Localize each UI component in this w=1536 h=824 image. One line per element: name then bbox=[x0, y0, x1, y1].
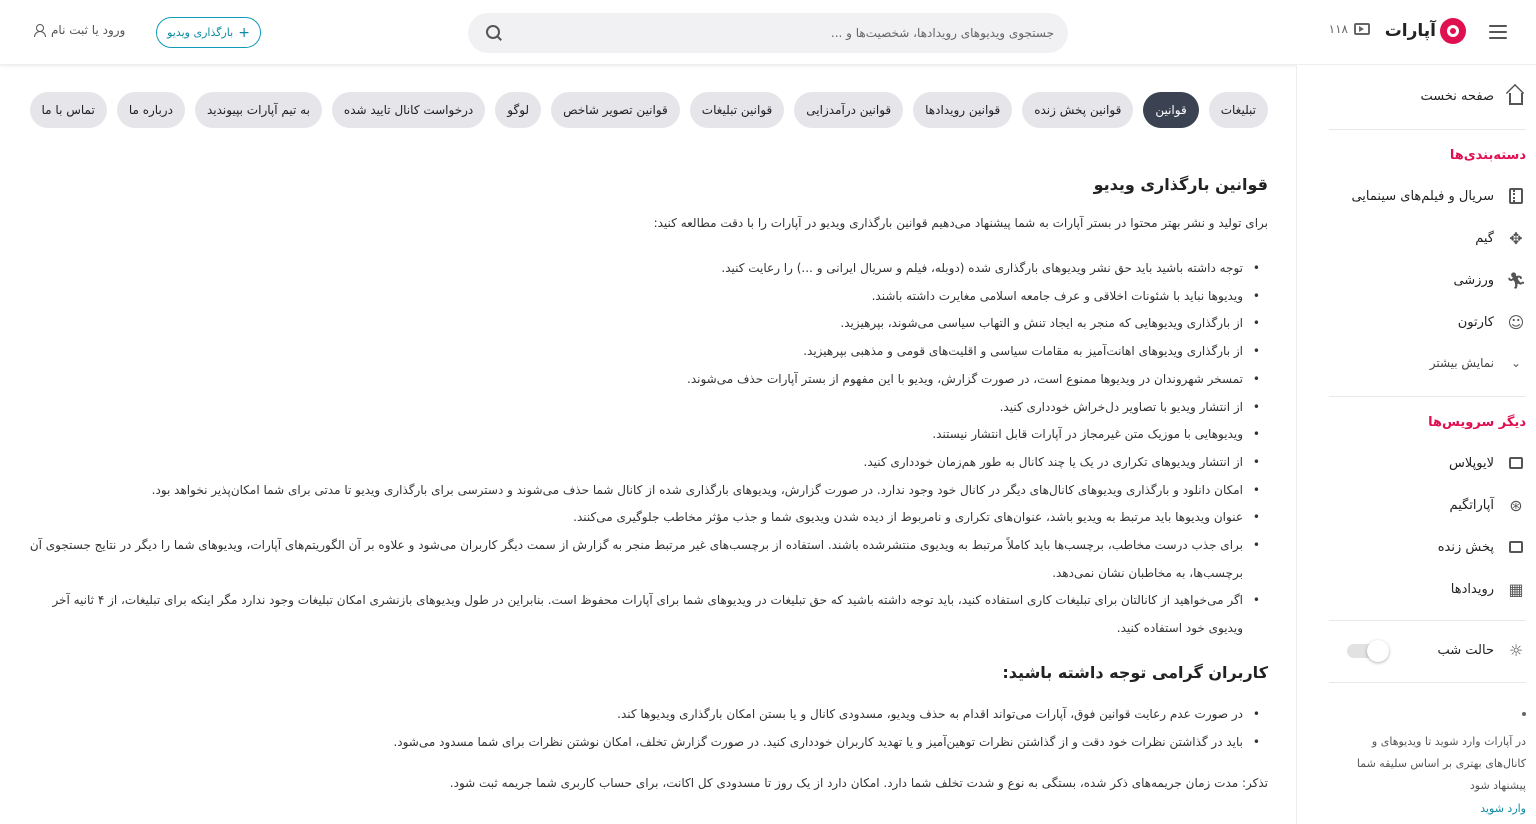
live-plus-icon bbox=[1506, 453, 1526, 473]
rule-item: • ویدیوهایی با موزیک متن غیرمجاز در آپارات قابل انتشار نیستند. bbox=[28, 421, 1268, 449]
login-label: ورود یا ثبت نام bbox=[51, 23, 126, 37]
sidebar-item-cartoon[interactable] bbox=[1297, 307, 1526, 337]
tab-item[interactable]: قوانین تصویر شاخص bbox=[551, 92, 680, 128]
sidebar-item-label: کارتون bbox=[1457, 314, 1494, 330]
sidebar-item-label: لایوپلاس bbox=[1449, 455, 1494, 471]
sidebar-item-series-movies[interactable] bbox=[1297, 181, 1526, 211]
tab-item[interactable]: لوگو bbox=[495, 92, 541, 128]
intro-text: برای تولید و نشر بهتر محتوا در بستر آپارات به شما پیشنهاد می‌دهیم قوانین بارگذاری ویدیو در آپارات را با دقت مطالعه کنید: bbox=[653, 216, 1268, 230]
night-mode-row bbox=[1297, 635, 1526, 665]
sidebar-divider bbox=[1329, 129, 1526, 130]
sidebar-item-live[interactable] bbox=[1297, 532, 1526, 562]
sidebar-item-label: نمایش بیشتر bbox=[1429, 356, 1494, 370]
rule-item: • عنوان ویدیوها باید مرتبط به ویدیو باشد، عنوان‌های تکراری و نامربوط از دیده شدن ویدیوی شما و جذب مؤثر مخاطب جلوگیری می‌کنند. bbox=[28, 504, 1268, 532]
tab-item[interactable]: تبلیغات bbox=[1209, 92, 1268, 128]
rule-item: • از بارگذاری ویدیوهای اهانت‌آمیز به مقامات سیاسی و اقلیت‌های قومی و مذهبی بپرهیزید. bbox=[28, 338, 1268, 366]
rule-item: • توجه داشته باشید باید حق نشر ویدیوهای بارگذاری شده (دوبله، فیلم و سریال ایرانی و ...) را رعایت کنید. bbox=[28, 255, 1268, 283]
hamburger-menu-icon[interactable] bbox=[1486, 20, 1510, 44]
sidebar-item-events[interactable] bbox=[1297, 574, 1526, 604]
remark-text: تذکر: مدت زمان جریمه‌های ذکر شده، بستگی به نوع و شدت تخلف شما دارد. امکان دارد از یک روز تا مسدودی کل اکانت، برای حساب کاربری شما جریمه ثبت شود. bbox=[449, 775, 1268, 790]
rules-list bbox=[28, 255, 1268, 643]
tab-item[interactable]: به تیم آپارات بپیوندید bbox=[195, 92, 322, 128]
sidebar-item-label: سریال و فیلم‌های سینمایی bbox=[1351, 188, 1494, 204]
aparat-game-icon: ⊛ bbox=[1509, 495, 1523, 515]
rule-item: • اگر می‌خواهید از کانالتان برای تبلیغات کاری استفاده کنید، باید توجه داشته باشید که حق تبلیغات در ویدیوهای شما برای آپارات محفوظ است. بنابراین در طول ویدیوهای بازنشری امکان تبلیغات وجود ندارد مگر اینکه برای تبلیغات، از ۴ ثانیه آخر ویدیوی خود استفاده کنید. bbox=[28, 587, 1268, 642]
notes-list bbox=[28, 700, 1268, 756]
login-link[interactable] bbox=[33, 23, 125, 37]
live-count-value: ۱۱۸ bbox=[1328, 22, 1348, 36]
rule-item: • ویدیوها نباید با شئونات اخلاقی و عرف جامعه اسلامی مغایرت داشته باشند. bbox=[28, 283, 1268, 311]
rule-item: • از بارگذاری ویدیوهایی که منجر به ایجاد تنش و التهاب سیاسی می‌شوند، بپرهیزید. bbox=[28, 310, 1268, 338]
tab-item[interactable]: قوانین رویدادها bbox=[913, 92, 1012, 128]
cartoon-icon: ☺ bbox=[1507, 312, 1525, 332]
chevron-down-icon: ⌄ bbox=[1510, 356, 1522, 370]
sidebar-item-label: گیم bbox=[1475, 230, 1494, 246]
sidebar-item-label: رویدادها bbox=[1450, 581, 1494, 597]
night-mode-label: حالت شب bbox=[1437, 642, 1494, 658]
gamepad-icon: ✥ bbox=[1509, 228, 1523, 248]
tab-item[interactable]: قوانین درآمدزایی bbox=[794, 92, 903, 128]
live-icon bbox=[1506, 537, 1526, 557]
rule-item: • امکان دانلود و بارگذاری ویدیوهای کانال‌های دیگر در کانال خود وجود ندارد. در صورت گزارش، ویدیوهای بارگذاری شده از کانال شما حذف می‌شوند و دسترسی برای بارگذاری ویدیو تا مدتی برای شما امکان‌پذیر نخواهد بود. bbox=[28, 477, 1268, 505]
live-video-icon bbox=[1354, 23, 1370, 35]
sidebar-item-label: ورزشی bbox=[1453, 272, 1494, 288]
sidebar-item-label: صفحه نخست bbox=[1420, 88, 1494, 104]
rule-item: • از انتشار ویدیوهای تکراری در یک یا چند کانال به طور هم‌زمان خودداری کنید. bbox=[28, 449, 1268, 477]
tabs-list bbox=[30, 92, 1268, 128]
page-title: قوانین بارگذاری ویدیو bbox=[1093, 175, 1268, 194]
tab-item[interactable]: درباره ما bbox=[117, 92, 185, 128]
rule-item: • از انتشار ویدیو با تصاویر دل‌خراش خودداری کنید. bbox=[28, 394, 1268, 422]
services-heading: دیگر سرویس‌ها bbox=[1428, 415, 1526, 430]
search-icon[interactable] bbox=[486, 25, 502, 41]
running-icon: 🏃︎ bbox=[1505, 270, 1527, 290]
sidebar-divider bbox=[1329, 620, 1526, 621]
sidebar-item-game[interactable] bbox=[1297, 223, 1526, 253]
brightness-icon: ☼ bbox=[1508, 640, 1524, 660]
signin-link[interactable]: وارد شوید bbox=[1480, 802, 1526, 815]
top-header bbox=[0, 0, 1536, 65]
rule-item: • برای جذب درست مخاطب، برچسب‌ها باید کاملاً مرتبط به ویدیوی منتشرشده باشند. استفاده از برچسب‌های غیر مرتبط منجر به گزارش از سمت دیگر کاربران می‌شود و علاوه بر آن الگوریتم‌های آپارات، ویدیوهای شما را دیگر در نتایج جستجوی آن برچسب‌ها، به مخاطبان نشان نمی‌دهد. bbox=[28, 532, 1268, 587]
aparat-logo[interactable] bbox=[1385, 18, 1466, 44]
rules-content bbox=[28, 165, 1268, 790]
notes-heading: کاربران گرامی توجه داشته باشید: bbox=[1002, 662, 1268, 682]
tab-item[interactable]: قوانین bbox=[1143, 92, 1198, 128]
toggle-knob bbox=[1367, 640, 1389, 662]
sidebar-item-home[interactable] bbox=[1297, 81, 1526, 111]
note-item: • در صورت عدم رعایت قوانین فوق، آپارات می‌تواند اقدام به حذف ویدیو، مسدودی کانال و یا بستن امکان بارگذاری ویدیوها کند. bbox=[28, 700, 1268, 728]
live-count-badge[interactable] bbox=[1329, 22, 1370, 36]
sidebar-divider bbox=[1329, 396, 1526, 397]
search-bar bbox=[468, 13, 1068, 53]
sidebar-item-label: پخش زنده bbox=[1437, 539, 1494, 555]
rule-item: • تمسخر شهروندان در ویدیوها ممنوع است، در صورت گزارش، ویدیو با این مفهوم از بستر آپارات حذف می‌شوند. bbox=[28, 366, 1268, 394]
upload-video-label: بارگذاری ویدیو bbox=[167, 26, 234, 39]
logo-text: آپارات bbox=[1384, 21, 1436, 41]
plus-icon: + bbox=[238, 24, 250, 41]
sidebar-item-aparat-game[interactable] bbox=[1297, 490, 1526, 520]
tab-item[interactable]: درخواست کانال تایید شده bbox=[332, 92, 485, 128]
sidebar bbox=[1296, 65, 1536, 824]
note-item: • باید در گذاشتن نظرات خود دقت و از گذاشتن نظرات توهین‌آمیز و یا تهدید کاربران خودداری کنید. در صورت گزارش تخلف، امکان نوشتن نظرات برای شما مسدود می‌شود. bbox=[28, 728, 1268, 756]
sidebar-item-liveplus[interactable] bbox=[1297, 448, 1526, 478]
calendar-icon: ▦ bbox=[1508, 579, 1524, 599]
tab-item[interactable]: قوانین پخش زنده bbox=[1022, 92, 1133, 128]
signin-note: در آپارات وارد شوید تا ویدیوهای و کانال‌های بهتری بر اساس سلیقه شما پیشنهاد شود bbox=[1356, 735, 1526, 792]
categories-heading: دسته‌بندی‌ها bbox=[1449, 148, 1526, 163]
user-icon bbox=[33, 24, 45, 36]
rules-tabs bbox=[14, 92, 1268, 128]
sidebar-divider bbox=[1329, 682, 1526, 683]
home-icon bbox=[1506, 86, 1526, 106]
sidebar-item-label: آپاراتگیم bbox=[1449, 497, 1494, 513]
tab-item[interactable]: تماس با ما bbox=[30, 92, 107, 128]
film-icon bbox=[1506, 186, 1526, 206]
search-input[interactable] bbox=[534, 13, 1054, 53]
logo-mark-icon bbox=[1440, 18, 1466, 44]
tab-item[interactable]: قوانین تبلیغات bbox=[690, 92, 784, 128]
bullet-dot bbox=[1522, 712, 1526, 716]
sidebar-show-more[interactable] bbox=[1297, 348, 1526, 378]
night-mode-toggle[interactable] bbox=[1347, 644, 1389, 658]
upload-video-button[interactable] bbox=[156, 17, 261, 48]
sidebar-item-sports[interactable] bbox=[1297, 265, 1526, 295]
